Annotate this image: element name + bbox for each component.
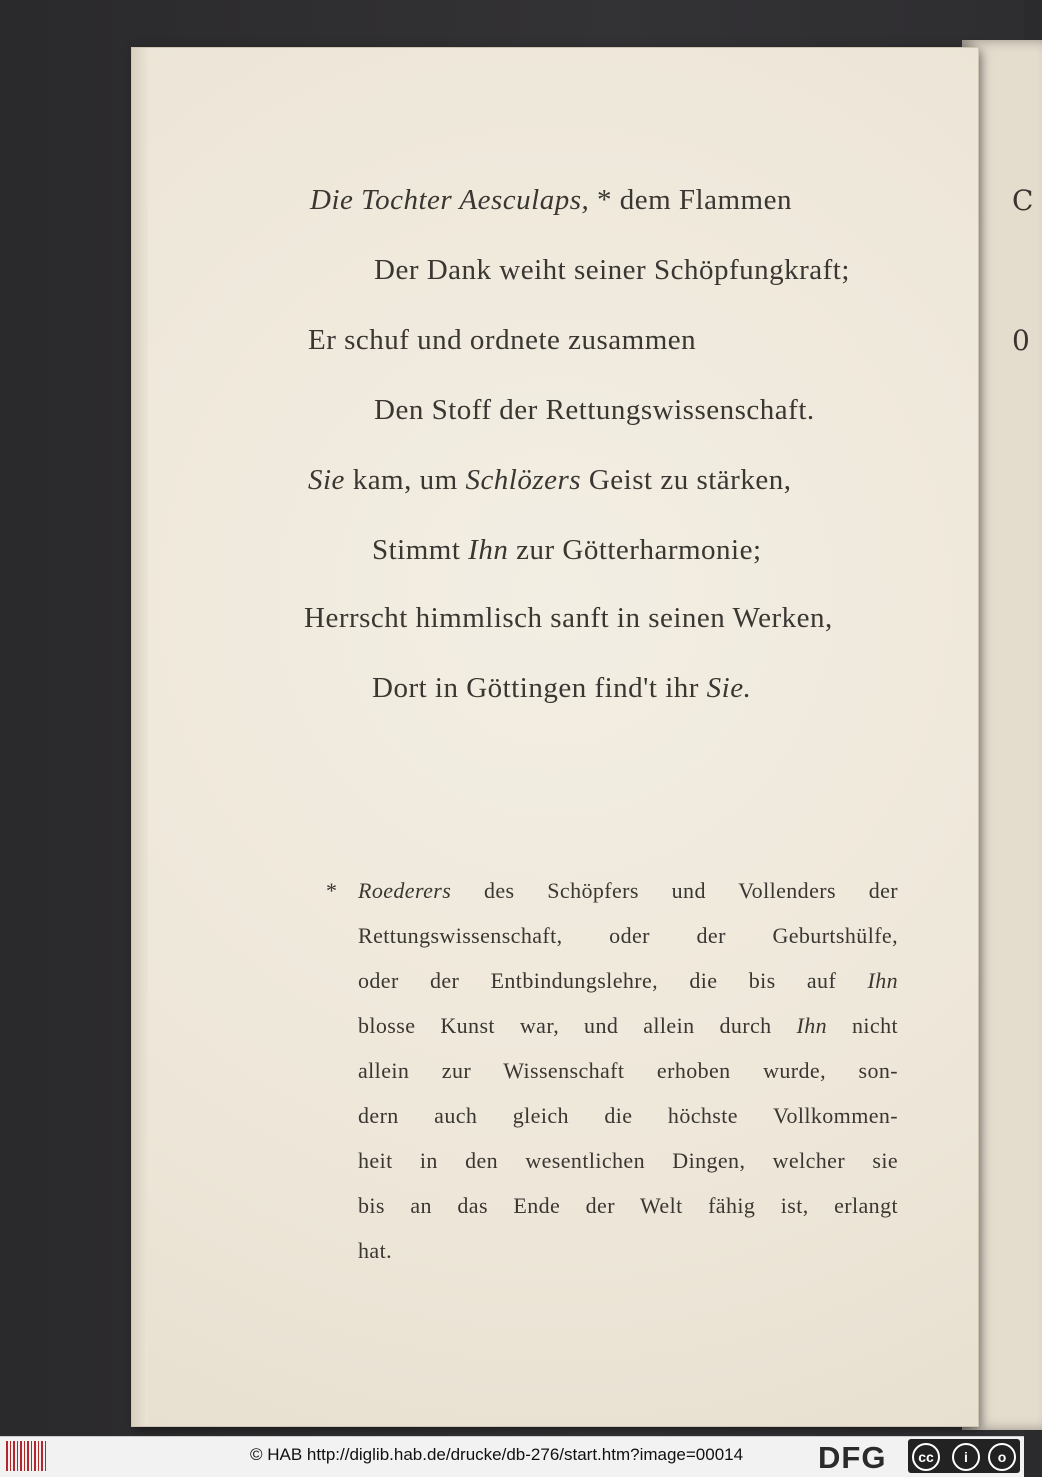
verse-line: Dort in Göttingen find't ihr Sie. (372, 672, 752, 704)
verse-line: Stimmt Ihn zur Götterharmonie; (372, 534, 762, 566)
cc-license-badge[interactable] (908, 1439, 1020, 1473)
verse-line: Den Stoff der Rettungswissenschaft. (374, 394, 815, 426)
sa-icon: o (988, 1443, 1016, 1471)
library-logo-icon[interactable] (6, 1441, 48, 1471)
footnote-line: bis an das Ende der Welt fähig ist, erlangt (358, 1193, 898, 1218)
footnote-line: blosse Kunst war, und allein durch Ihn nicht (358, 1013, 899, 1038)
verse-line: Herrscht himmlisch sanft in seinen Werken, (304, 602, 833, 634)
footnote (326, 868, 899, 1273)
dfg-logo[interactable]: DFG (818, 1440, 887, 1475)
verse-line: Der Dank weiht seiner Schöpfungkraft; (374, 254, 850, 286)
verse-line: Sie kam, um Schlözers Geist zu stärken, (308, 464, 792, 496)
footnote-line: Rettungswissenschaft, oder der Geburtshülfe, (358, 923, 898, 948)
footnote-line: oder der Entbindungslehre, die bis auf Ihn (358, 968, 898, 993)
book-page (132, 48, 978, 1426)
footnote-line: hat. (358, 1238, 392, 1263)
cc-icon: cc (912, 1443, 940, 1471)
footnote-line: heit in den wesentlichen Dingen, welcher sie (358, 1148, 898, 1173)
page-gutter (132, 48, 148, 1426)
viewer-footer (0, 1436, 1024, 1477)
footnote-marker: * (326, 878, 338, 903)
footnote-line: allein zur Wissenschaft erhoben wurde, son- (358, 1058, 898, 1083)
by-icon: i (952, 1443, 980, 1471)
verse-line: Die Tochter Aesculaps, * dem Flammen (310, 184, 792, 216)
footnote-line: Roederers des Schöpfers und Vollenders der (358, 878, 898, 903)
footnote-line: dern auch gleich die höchste Vollkommen- (358, 1103, 898, 1128)
facing-page-letter: C (1012, 184, 1034, 217)
citation-link[interactable]: © HAB http://diglib.hab.de/drucke/db-276/start.htm?image=00014 (250, 1445, 744, 1464)
facing-page-letter: 0 (1012, 324, 1030, 357)
verse-line: Er schuf und ordnete zusammen (308, 324, 697, 356)
